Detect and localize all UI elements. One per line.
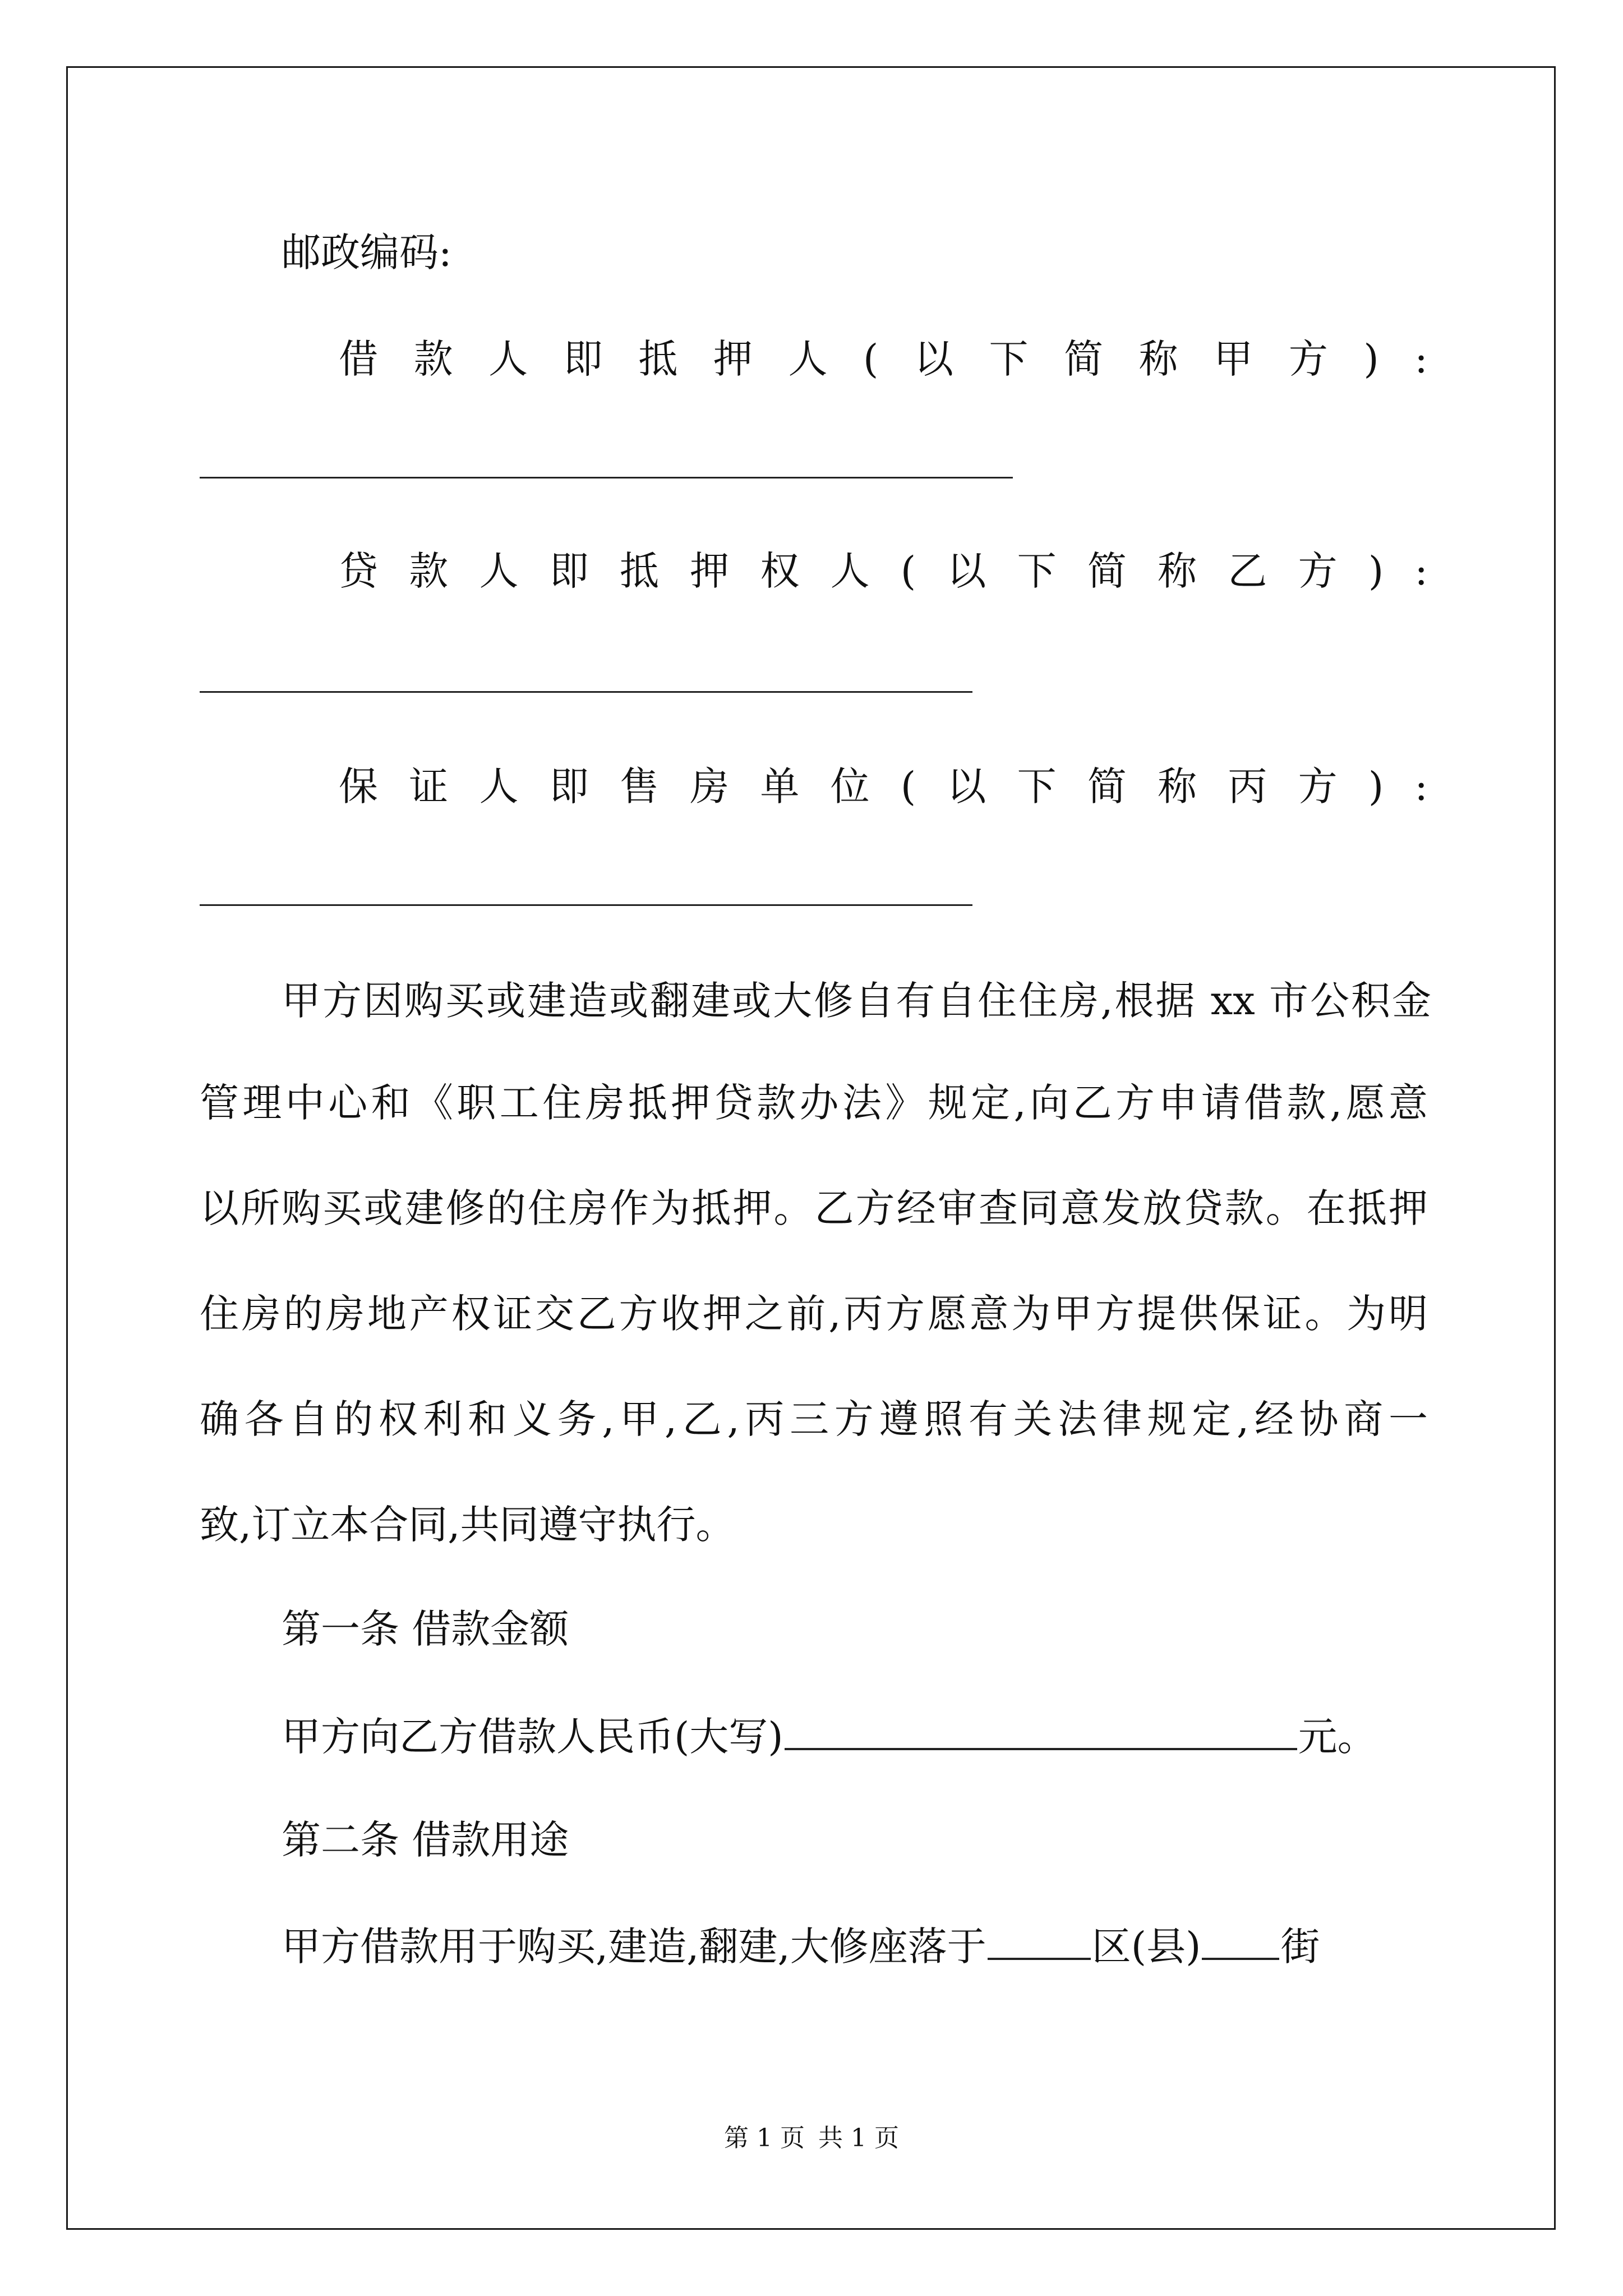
spread-char: 方: [1298, 763, 1338, 809]
spread-char: 即: [549, 763, 589, 809]
spread-char: 借: [339, 336, 378, 382]
page-total: 共 1 页: [818, 2124, 899, 2152]
spread-char: 方: [1298, 548, 1338, 594]
guarantor-label: [339, 760, 1428, 813]
spread-char: 下: [989, 336, 1029, 382]
spread-char: 以: [914, 336, 953, 382]
preamble-line-5: 确各自的权利和义务,甲,乙,丙三方遵照有关法律规定,经协商一: [200, 1396, 1428, 1442]
spread-char: 乙: [1228, 548, 1267, 594]
spread-char: 抵: [619, 548, 659, 594]
borrower-label: [339, 332, 1428, 386]
spread-char: ): [1363, 336, 1379, 382]
spread-char: 单: [760, 763, 800, 809]
spread-char: 位: [830, 763, 870, 809]
article-1-text-prefix: 甲方向乙方借款人民币(大写): [282, 1714, 783, 1760]
spread-char: (: [863, 336, 879, 382]
spread-char: 人: [479, 763, 519, 809]
spread-char: 抵: [638, 336, 678, 382]
spread-char: 款: [409, 548, 449, 594]
borrower-blank-line: [200, 477, 1013, 478]
page-footer: [0, 2122, 1623, 2155]
spread-char: 称: [1158, 548, 1197, 594]
spread-char: 售: [619, 763, 659, 809]
spread-char: 人: [830, 548, 870, 594]
article-2-title: 第二条 借款用途: [282, 1817, 569, 1863]
page-border: [66, 66, 1556, 2230]
spread-char: :: [1414, 336, 1428, 382]
spread-char: 称: [1158, 763, 1197, 809]
spread-char: :: [1414, 548, 1428, 594]
spread-char: 丙: [1228, 763, 1267, 809]
preamble-line-1: 甲方因购买或建造或翻建或大修自有自住住房,根据 xx 市公积金: [282, 978, 1431, 1024]
spread-char: 人: [479, 548, 519, 594]
spread-char: 押: [690, 548, 730, 594]
district-blank: [988, 1917, 1091, 1960]
article-1-text-suffix: 元。: [1298, 1714, 1377, 1760]
preamble-line-3: 以所购买或建修的住房作为抵押。乙方经审查同意发放贷款。在抵押: [200, 1185, 1428, 1231]
spread-char: :: [1414, 763, 1428, 809]
lender-blank-line: [200, 691, 972, 693]
preamble-line-6: 致,订立本合同,共同遵守执行。: [200, 1502, 735, 1548]
spread-char: 房: [690, 763, 730, 809]
spread-char: 以: [947, 548, 986, 594]
spread-char: 即: [563, 336, 603, 382]
spread-char: 简: [1087, 548, 1127, 594]
article-1-title: 第一条 借款金额: [282, 1606, 569, 1652]
spread-char: 人: [788, 336, 828, 382]
spread-char: 简: [1064, 336, 1104, 382]
spread-char: ): [1368, 763, 1384, 809]
spread-char: 押: [713, 336, 753, 382]
spread-char: 即: [549, 548, 589, 594]
article-1-text: [282, 1708, 1431, 1761]
spread-char: 甲: [1214, 336, 1253, 382]
spread-char: 权: [760, 548, 800, 594]
spread-char: 简: [1087, 763, 1127, 809]
amount-blank: [785, 1708, 1297, 1750]
spread-char: (: [900, 763, 916, 809]
spread-char: 保: [339, 763, 378, 809]
page-number: 第 1 页: [724, 2124, 805, 2152]
spread-char: 贷: [339, 548, 378, 594]
postal-code-label: 邮政编码:: [282, 229, 452, 275]
spread-char: 以: [947, 763, 986, 809]
spread-char: 证: [409, 763, 449, 809]
lender-label: [339, 544, 1428, 598]
spread-char: (: [900, 548, 916, 594]
article-2-text-mid: 区(县): [1091, 1924, 1201, 1970]
street-blank: [1202, 1917, 1279, 1960]
article-2-text-suffix: 街: [1280, 1924, 1320, 1970]
spread-char: 称: [1138, 336, 1178, 382]
article-2-text-prefix: 甲方借款用于购买,建造,翻建,大修座落于: [282, 1924, 986, 1970]
guarantor-blank-line: [200, 904, 972, 906]
preamble-line-2: 管理中心和《职工住房抵押贷款办法》规定,向乙方申请借款,愿意: [200, 1080, 1428, 1126]
spread-char: 方: [1288, 336, 1328, 382]
article-2-text: [282, 1917, 1431, 1971]
spread-char: 下: [1017, 548, 1057, 594]
spread-char: 人: [488, 336, 528, 382]
spread-char: ): [1368, 548, 1384, 594]
spread-char: 款: [413, 336, 453, 382]
preamble-line-4: 住房的房地产权证交乙方收押之前,丙方愿意为甲方提供保证。为明: [200, 1291, 1428, 1337]
spread-char: 下: [1017, 763, 1057, 809]
